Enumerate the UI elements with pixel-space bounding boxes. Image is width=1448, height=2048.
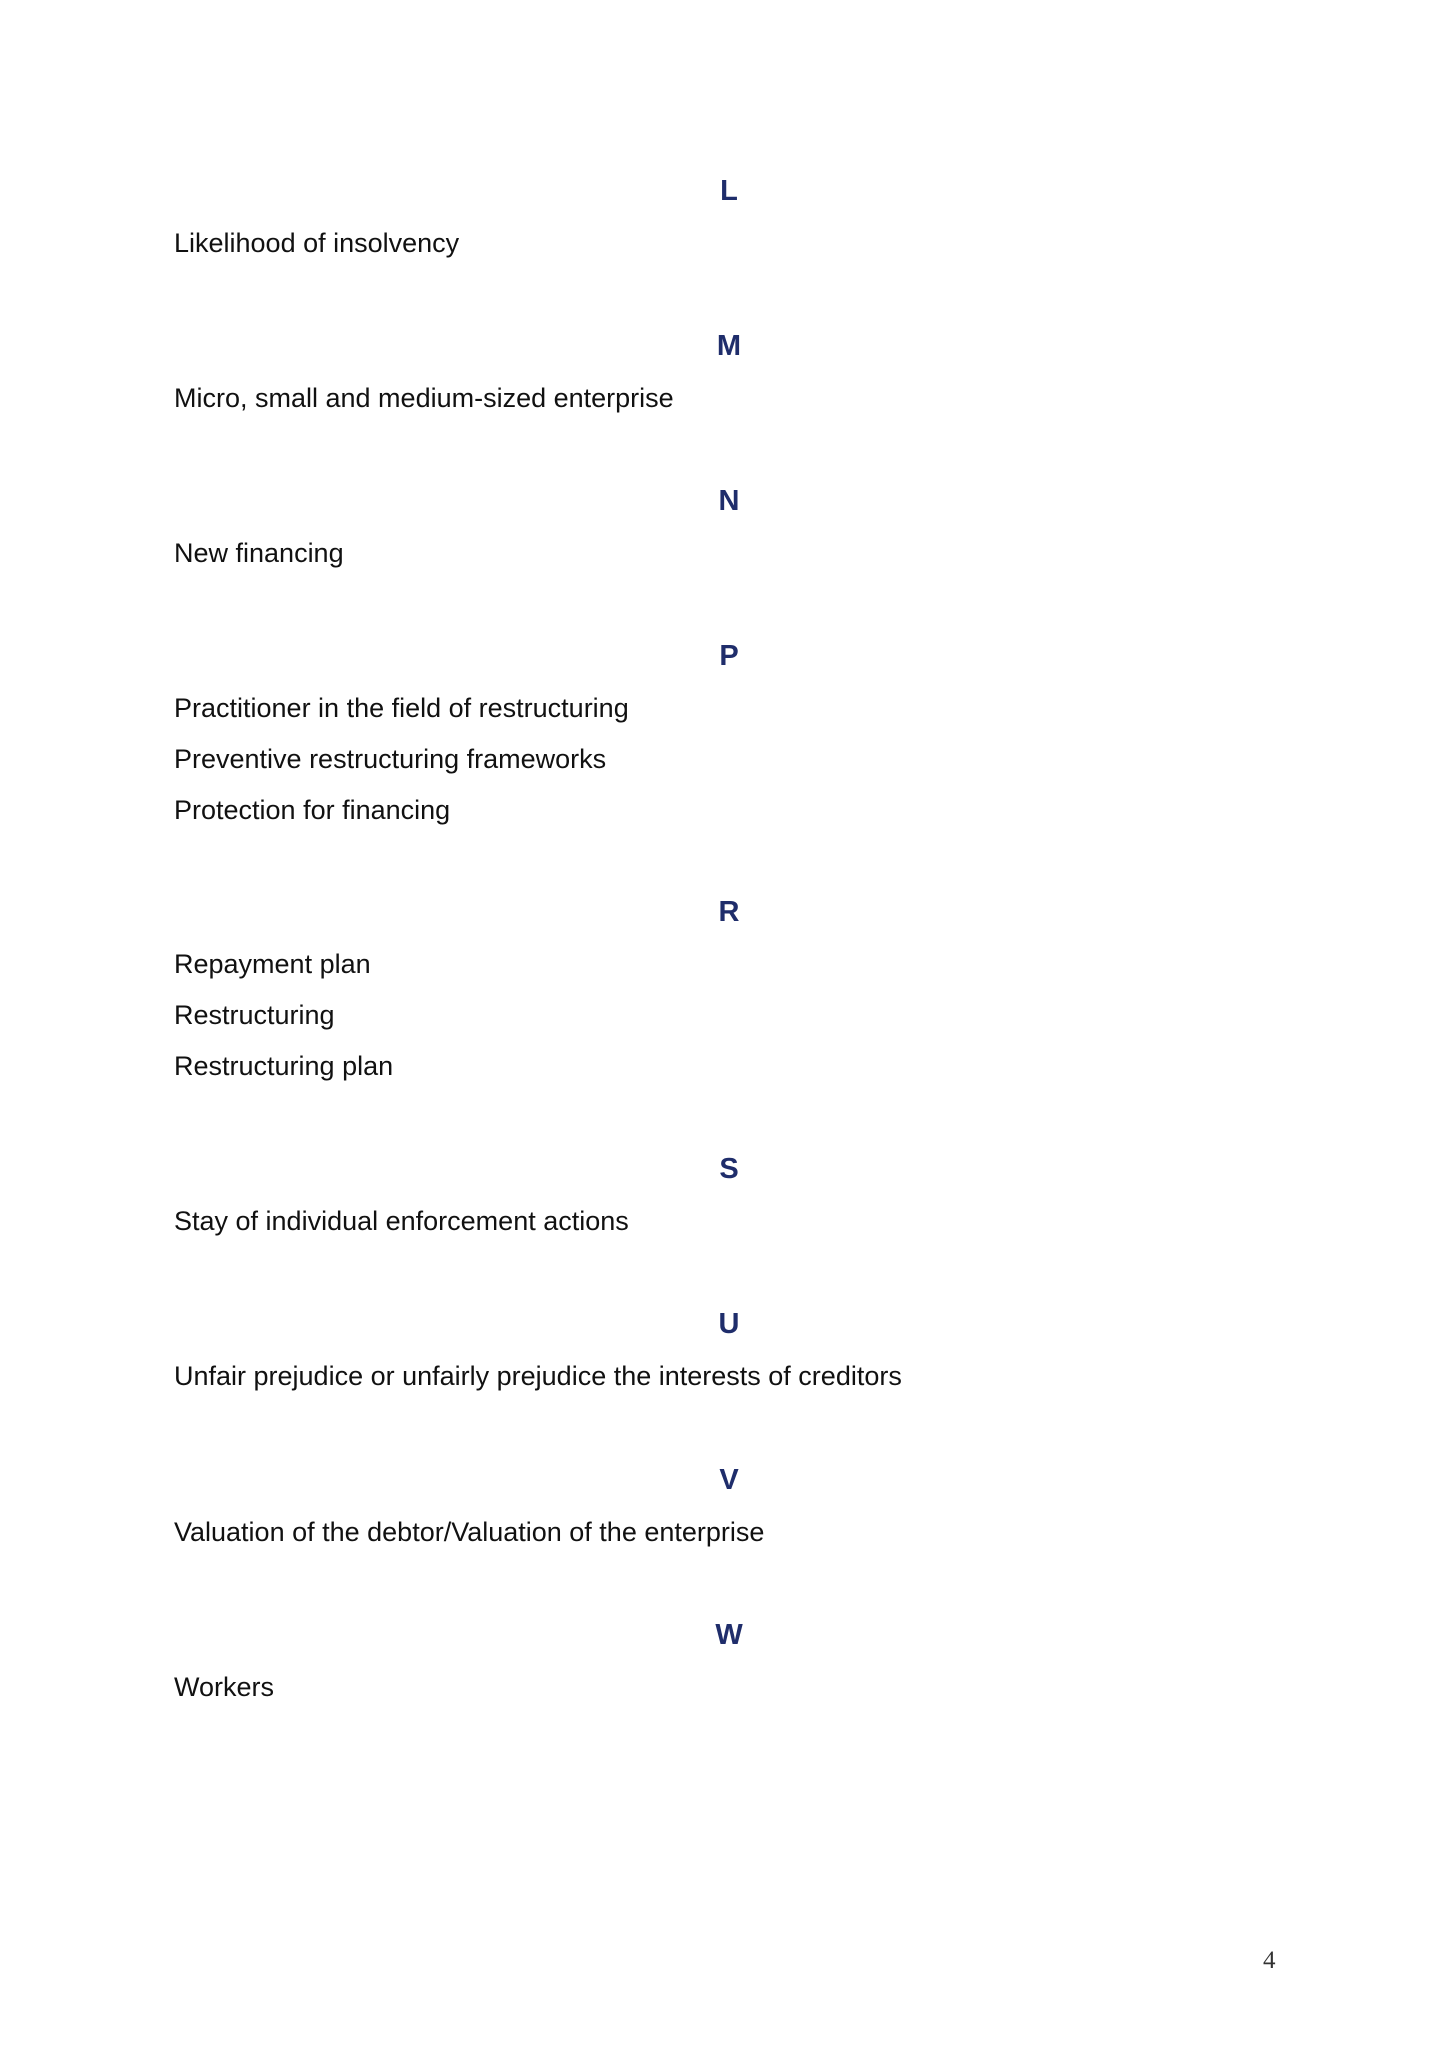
index-entry: Micro, small and medium-sized enterprise [174, 383, 674, 413]
index-entry: Protection for financing [174, 795, 451, 825]
index-entry: Unfair prejudice or unfairly prejudice the interests of creditors [174, 1361, 902, 1391]
index-letter-w: W [715, 1619, 743, 1651]
index-letter-u: U [718, 1308, 740, 1340]
index-entry: Preventive restructuring frameworks [174, 744, 607, 774]
index-entry: Restructuring [174, 1000, 335, 1030]
index-letter-m: M [716, 330, 742, 362]
index-entry: New financing [174, 538, 344, 568]
index-entry: Stay of individual enforcement actions [174, 1206, 629, 1236]
index-entry: Repayment plan [174, 949, 371, 979]
index-letter-s: S [719, 1153, 739, 1185]
index-letter-r: R [718, 896, 740, 928]
index-entry: Likelihood of insolvency [174, 228, 460, 258]
index-entry: Workers [174, 1672, 275, 1702]
index-letter-l: L [720, 175, 738, 207]
index-letter-n: N [718, 485, 740, 517]
index-letter-v: V [719, 1464, 739, 1496]
index-entry: Restructuring plan [174, 1051, 394, 1081]
index-entry: Practitioner in the field of restructuring [174, 693, 629, 723]
page-number: 4 [1263, 1947, 1276, 1974]
index-letter-p: P [719, 640, 739, 672]
index-entry: Valuation of the debtor/Valuation of the enterprise [174, 1517, 765, 1547]
